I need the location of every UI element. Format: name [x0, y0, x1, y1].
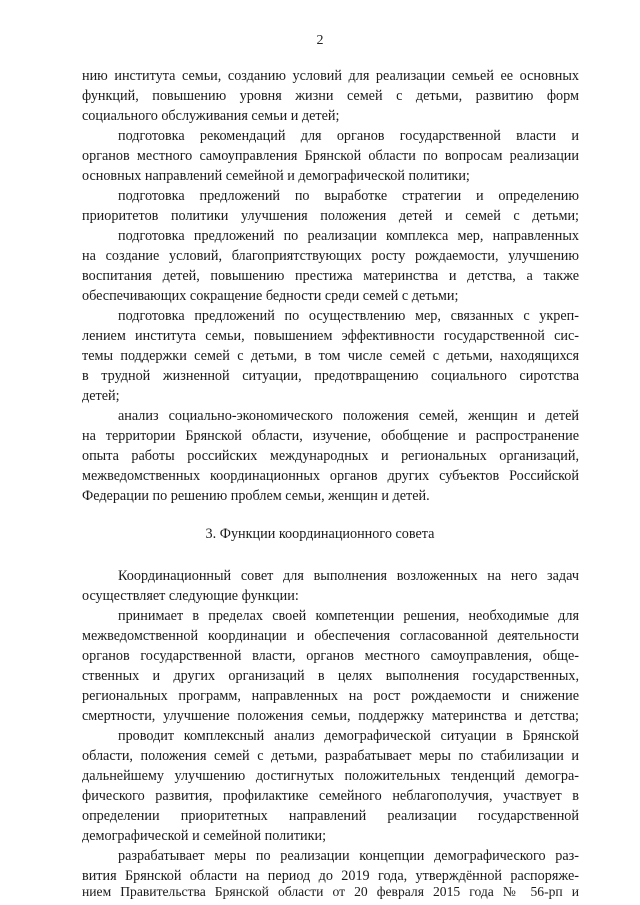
text-line: фического развития, профилактике семейного неблагополучия, участвует в	[82, 788, 579, 804]
text-line: воспитания детей, повышению престижа материнства и детства, а также	[82, 268, 579, 284]
text-line: нием Правительства Брянской области от 20 февраля 2015 года № 56-рп и	[82, 884, 579, 899]
text-line: принимает в пределах своей компетенции решения, необходимые для	[118, 608, 579, 624]
text-line: разрабатывает меры по реализации концепции демографического раз-	[118, 848, 579, 864]
text-line: Координационный совет для выполнения возложенных на него задач	[118, 568, 579, 584]
text-line: дальнейшему улучшению достигнутых положительных тенденций демогра-	[82, 768, 579, 784]
text-line: Федерации по решению проблем семьи, женщин и детей.	[82, 488, 430, 504]
text-line: подготовка предложений по выработке стратегии и определению	[118, 188, 579, 204]
text-line: на создание условий, благоприятствующих росту рождаемости, улучшению	[82, 248, 579, 264]
text-line: вития Брянской области на период до 2019 года, утверждённой распоряже-	[82, 868, 579, 884]
text-line: подготовка рекомендаций для органов государственной власти и	[118, 128, 579, 144]
text-line: области, положения семей с детьми, разрабатывает меры по стабилизации и	[82, 748, 579, 764]
text-line: функций, повышению уровня жизни семей с детьми, развитию форм	[82, 88, 579, 104]
text-line: региональных программ, направленных на рост рождаемости и снижение	[82, 688, 579, 704]
text-line: лением института семьи, повышением эффективности государственной сис-	[82, 328, 579, 344]
text-line: демографической и семейной политики;	[82, 828, 327, 844]
text-line: на территории Брянской области, изучение, обобщение и распространение	[82, 428, 579, 444]
text-line: в трудной жизненной ситуации, предотвращению социального сиротства	[82, 368, 579, 384]
text-line: приоритетов политики улучшения положения детей и семей с детьми;	[82, 208, 579, 224]
text-line: основных направлений семейной и демографической политики;	[82, 168, 470, 184]
text-line: межведомственных координационных органов других субъектов Российской	[82, 468, 579, 484]
text-line: нию института семьи, созданию условий для реализации семьей ее основных	[82, 68, 579, 84]
section-heading: 3. Функции координационного совета	[205, 526, 435, 542]
text-line: подготовка предложений по реализации комплекса мер, направленных	[118, 228, 579, 244]
text-line: органов государственной власти, органов местного самоуправления, обще-	[82, 648, 579, 664]
text-line: опыта работы российских международных и региональных организаций,	[82, 448, 579, 464]
text-line: ственных и других организаций в целях выполнения государственных,	[82, 668, 579, 684]
page-number: 2	[316, 33, 324, 48]
text-line: межведомственной координации и обеспечения согласованной деятельности	[82, 628, 579, 644]
text-line: анализ социально-экономического положения семей, женщин и детей	[118, 408, 579, 424]
text-line: темы поддержки семей с детьми, в том числе семей с детьми, находящихся	[82, 348, 579, 364]
text-line: детей;	[82, 388, 120, 404]
text-line: подготовка предложений по осуществлению мер, связанных с укреп-	[118, 308, 579, 324]
text-line: проводит комплексный анализ демографической ситуации в Брянской	[118, 728, 579, 744]
text-line: обеспечивающих сокращение бедности среди семей с детьми;	[82, 288, 459, 304]
text-line: осуществляет следующие функции:	[82, 588, 299, 604]
text-line: определении приоритетных направлений реализации государственной	[82, 808, 579, 824]
text-line: социального обслуживания семьи и детей;	[82, 108, 340, 124]
text-line: смертности, улучшение положения семьи, поддержку материнства и детства;	[82, 708, 579, 724]
text-line: органов местного самоуправления Брянской области по вопросам реализации	[82, 148, 579, 164]
